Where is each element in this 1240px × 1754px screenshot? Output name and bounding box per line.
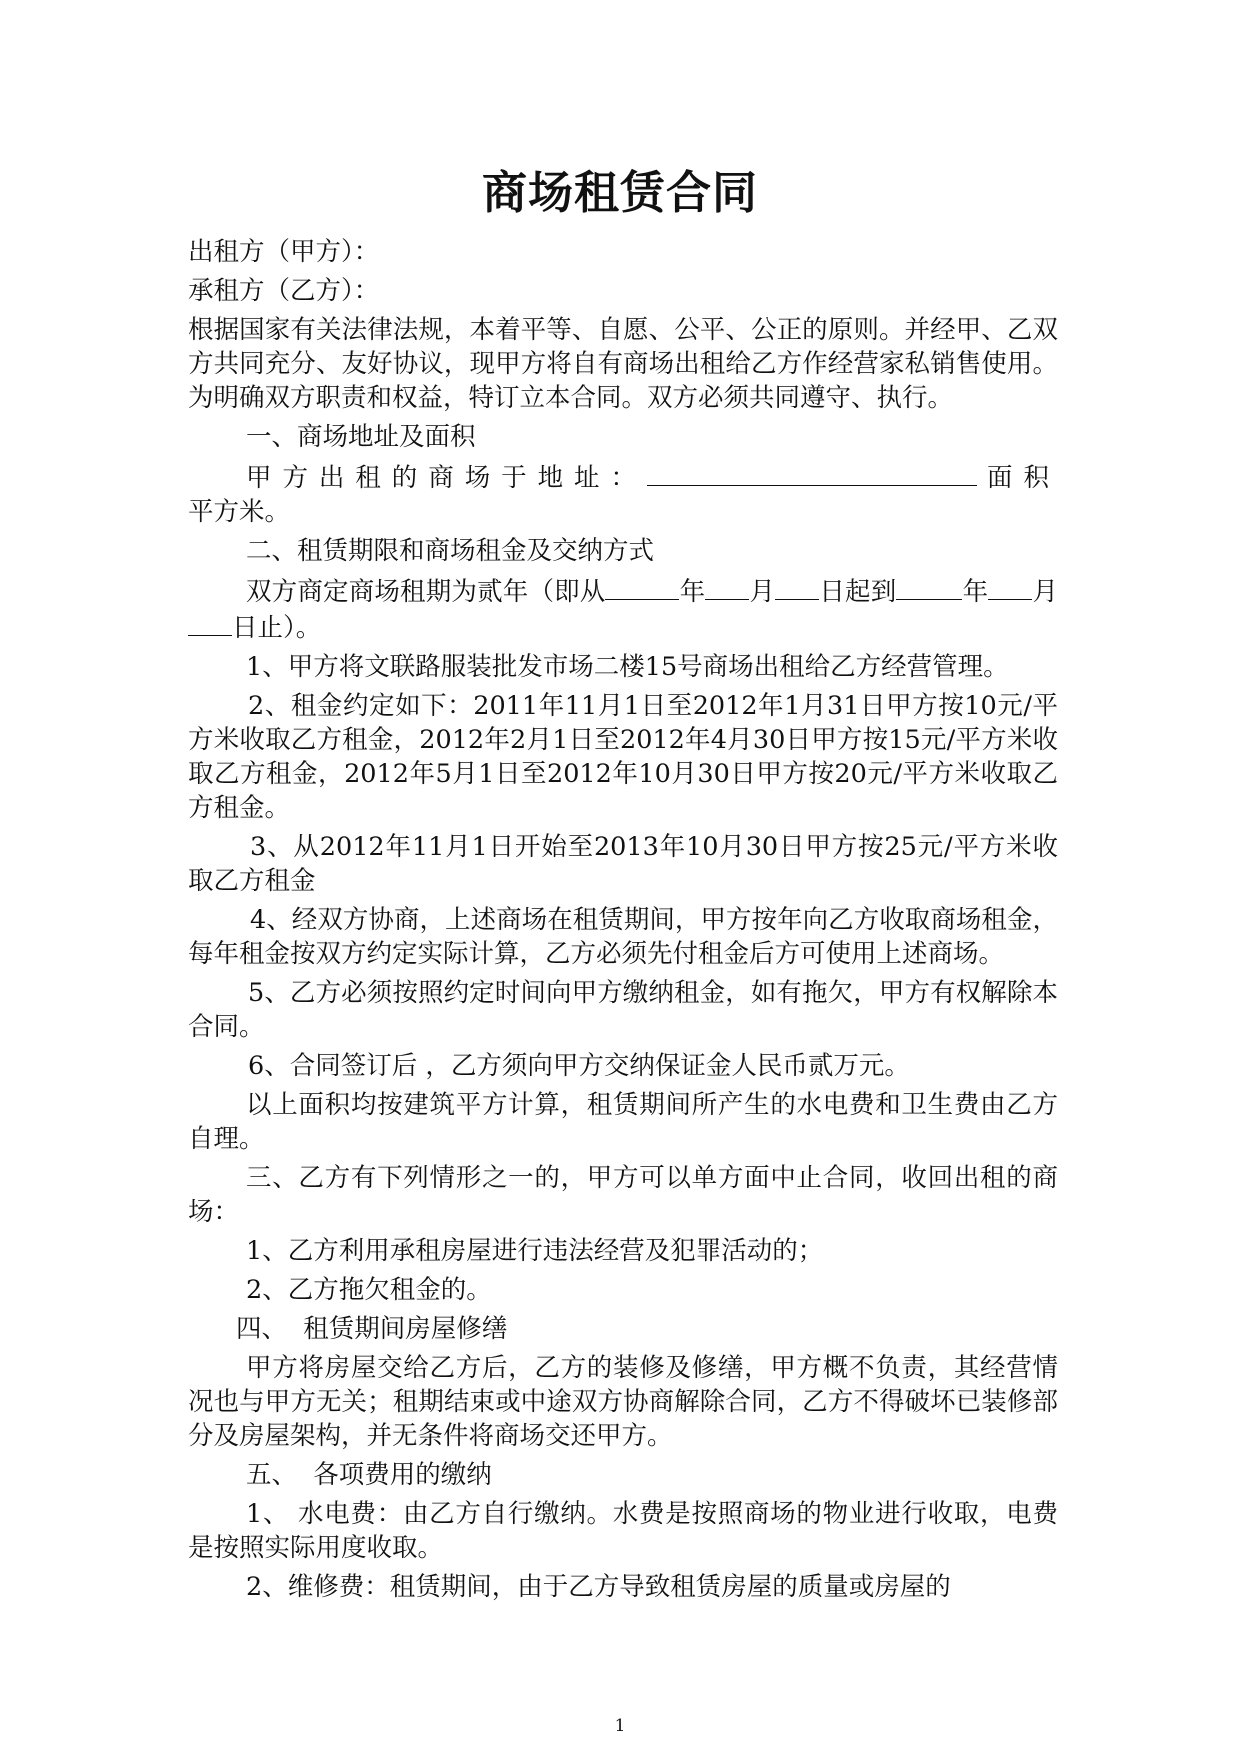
year-label-2: 年: [962, 577, 989, 607]
month-label: 月: [749, 577, 776, 607]
section-3-heading: 三、乙方有下列情形之一的，甲方可以单方面中止合同，收回出租的商场：: [188, 1163, 1058, 1227]
clause-2-4: 4、经双方协商，上述商场在租赁期间，甲方按年向乙方收取商场租金，每年租金按双方约定实际计算，乙方必须先付租金后方可使用上述商场。: [188, 905, 1058, 969]
day-to-label: 日止）。: [232, 613, 322, 643]
clause-2-3: 3、从2012年11月1日开始至2013年10月30日甲方按25元/平方米收取乙方租金: [188, 832, 1058, 896]
start-year-blank: [605, 573, 679, 600]
area-unit: 平方米。: [188, 497, 291, 527]
preamble-paragraph: 根据国家有关法律法规，本着平等、自愿、公平、公正的原则。并经甲、乙双方共同充分、友好协议，现甲方将自有商场出租给乙方作经营家私销售使用。为明确双方职责和权益，特订立本合同。双方必须共同遵守、执行。: [188, 315, 1058, 413]
end-day-blank: [188, 609, 232, 636]
area-label: 面积: [987, 463, 1058, 493]
section-1-heading: 一、商场地址及面积: [246, 422, 476, 452]
clause-3-1: 1、乙方利用承租房屋进行违法经营及犯罪活动的；: [246, 1236, 824, 1266]
lessee-line: 承租方（乙方）：: [188, 276, 380, 306]
document-title: 商场租赁合同: [481, 166, 758, 219]
month-label-2: 月: [1032, 577, 1058, 607]
end-month-blank: [988, 573, 1032, 600]
section-4-heading: 四、 租赁期间房屋修缮: [236, 1314, 508, 1344]
section-1-address-paragraph: [188, 459, 1058, 529]
clause-2-1: 1、甲方将文联路服装批发市场二楼15号商场出租给乙方经营管理。: [246, 652, 1009, 682]
year-label: 年: [679, 577, 706, 607]
area-note-paragraph: 以上面积均按建筑平方计算，租赁期间所产生的水电费和卫生费由乙方自理。: [188, 1090, 1058, 1154]
document-body: [188, 235, 1058, 1609]
section-4-paragraph: 甲方将房屋交给乙方后，乙方的装修及修缮，甲方概不负责，其经营情况也与甲方无关；租期结束或中途双方协商解除合同，乙方不得破坏已装修部分及房屋架构，并无条件将商场交还甲方。: [188, 1353, 1058, 1451]
clause-3-2: 2、乙方拖欠租金的。: [246, 1275, 492, 1305]
section-5-heading: 五、 各项费用的缴纳: [246, 1460, 492, 1490]
clause-2-5: 5、乙方必须按照约定时间向甲方缴纳租金，如有拖欠，甲方有权解除本合同。: [188, 978, 1058, 1042]
start-day-blank: [775, 573, 819, 600]
address-blank: [647, 459, 977, 486]
section-2-heading: 二、租赁期限和商场租金及交纳方式: [246, 536, 655, 566]
clause-5-1: 1、 水电费：由乙方自行缴纳。水费是按照商场的物业进行收取，电费是按照实际用度收取。: [188, 1499, 1058, 1563]
start-month-blank: [705, 573, 749, 600]
clause-2-2: 2、租金约定如下：2011年11月1日至2012年1月31日甲方按10元/平方米收取乙方租金，2012年2月1日至2012年4月30日甲方按15元/平方米收取乙方租金，2012年5月1日至2012年10月30日甲方按20元/平方米收取乙方租金。: [188, 691, 1058, 823]
clause-5-2: 2、维修费：租赁期间，由于乙方导致租赁房屋的质量或房屋的: [246, 1572, 951, 1602]
end-year-blank: [896, 573, 962, 600]
lessor-line: 出租方（甲方）：: [188, 237, 380, 267]
address-prefix: 甲方出租的商场于地址：: [246, 463, 647, 493]
term-prefix: 双方商定商场租期为贰年（即从: [246, 577, 606, 607]
page-number: 1: [614, 1716, 626, 1736]
lease-term-paragraph: [188, 573, 1058, 645]
day-from-label: 日起到: [819, 577, 897, 607]
clause-2-6: 6、合同签订后 ，乙方须向甲方交纳保证金人民币贰万元。: [248, 1051, 910, 1081]
